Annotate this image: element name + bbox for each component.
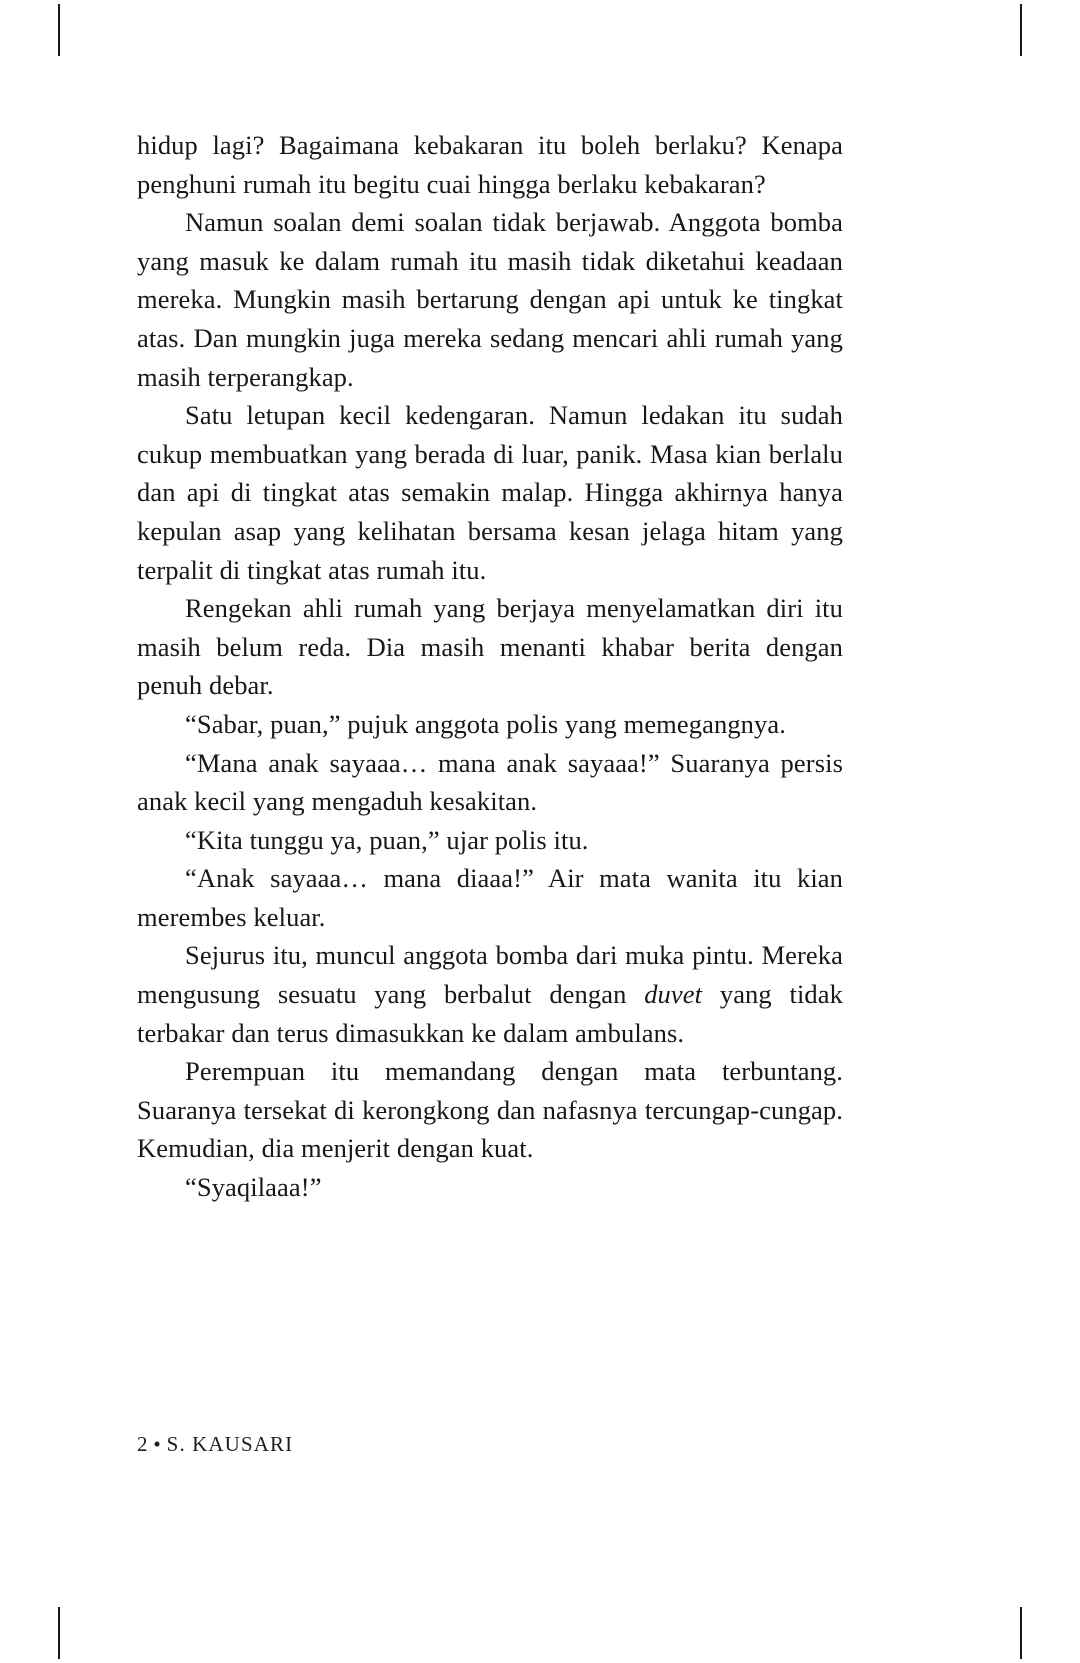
crop-mark-top-right-icon (1020, 4, 1022, 56)
body-paragraph: “Anak sayaaa… mana diaaa!” Air mata wanita itu kian merembes keluar. (137, 863, 843, 932)
footer-page-number: 2 (137, 1432, 149, 1456)
body-paragraph: Rengekan ahli rumah yang berjaya menyelamatkan diri itu masih belum reda. Dia masih menanti khabar berita dengan penuh debar. (137, 593, 843, 701)
text-run: yang tidak terbakar dan terus dimasukkan ke dalam ambulans. (137, 979, 843, 1048)
body-paragraph (137, 936, 843, 1052)
footer-separator: • (153, 1432, 162, 1456)
body-paragraph: “Sabar, puan,” pujuk anggota polis yang memegangnya. (185, 708, 786, 739)
body-paragraph: Satu letupan kecil kedengaran. Namun ledakan itu sudah cukup membuatkan yang berada di luar, panik. Masa kian berlalu dan api di tingkat atas semakin malap. Hingga akhirnya hanya kepulan asap yang kelihatan bersama kesan jelaga hitam yang terpalit di tingkat atas rumah itu. (137, 400, 843, 585)
italic-term: duvet (644, 979, 703, 1010)
body-paragraph: Perempuan itu memandang dengan mata terbuntang. Suaranya tersekat di kerongkong dan nafasnya tercungap-cungap. Kemudian, dia menjerit dengan kuat. (137, 1056, 843, 1164)
crop-mark-bottom-left-icon (58, 1607, 60, 1659)
body-text-block (137, 126, 843, 1207)
body-paragraph: “Syaqilaaa!” (185, 1172, 322, 1203)
page-footer (137, 1432, 293, 1457)
body-paragraph: hidup lagi? Bagaimana kebakaran itu boleh berlaku? Kenapa penghuni rumah itu begitu cuai hingga berlaku kebakaran? (137, 130, 843, 199)
crop-mark-top-left-icon (58, 4, 60, 56)
crop-mark-bottom-right-icon (1020, 1607, 1022, 1659)
footer-author-name: S. KAUSARI (166, 1432, 294, 1456)
body-paragraph: “Kita tunggu ya, puan,” ujar polis itu. (185, 824, 589, 855)
body-paragraph: “Mana anak sayaaa… mana anak sayaaa!” Suaranya persis anak kecil yang mengaduh kesakitan. (137, 747, 843, 817)
body-paragraph: Namun soalan demi soalan tidak berjawab. Anggota bomba yang masuk ke dalam rumah itu masih tidak diketahui keadaan mereka. Mungkin masih bertarung dengan api untuk ke tingkat atas. Dan mungkin juga mereka sedang mencari ahli rumah yang masih terperangkap. (137, 207, 843, 392)
text-run: Sejurus itu, muncul anggota bomba dari muka pintu. Mereka mengusung sesuatu yang berbalut dengan (137, 940, 843, 1010)
